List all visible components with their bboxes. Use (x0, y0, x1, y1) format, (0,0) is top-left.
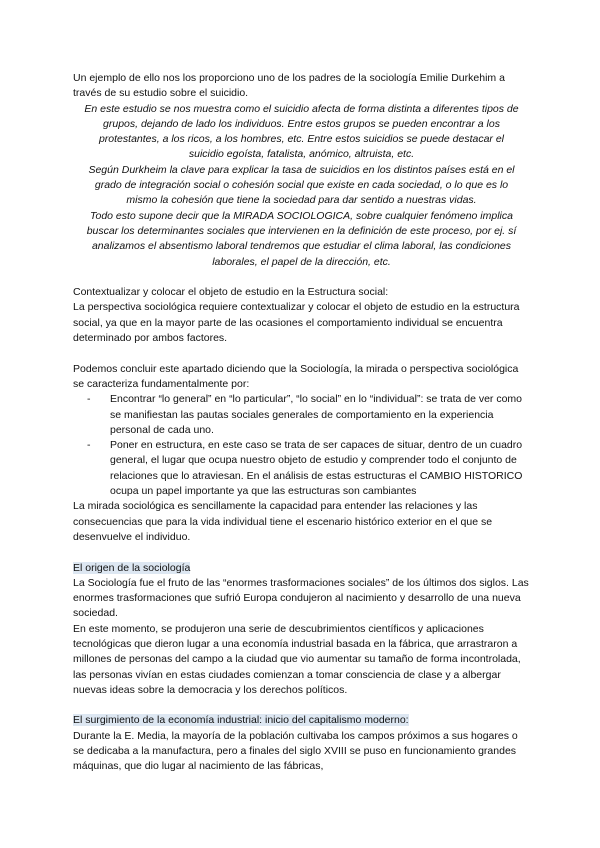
industrial-paragraph: Durante la E. Media, la mayoría de la población cultivaba los campos próximos a sus hogares o se dedicaba a la manufactura, pero a finales del siglo XVIII se puso en funcionamiento grandes máquinas, que dio lugar al nacimiento de las fábricas, (73, 729, 518, 773)
context-title: Contextualizar y colocar el objeto de estudio en la Estructura social: (73, 286, 389, 299)
conclusion-intro: Podemos concluir este apartado diciendo que la Sociología, la mirada o perspectiva sociológica se caracteriza fundamentalmente por: (73, 362, 519, 390)
durkheim-quote (73, 102, 530, 270)
origin-heading: El origen de la sociología (73, 561, 191, 574)
characteristics-list (73, 392, 530, 499)
quote-paragraph: En este estudio se nos muestra como el suicidio afecta de forma distinta a diferentes tipos de grupos, dejando de lado los individuos. Entre estos grupos se pueden encontrar a los protestantes, a los ricos, a los hombres, etc. Entre estos suicidios se puede destacar el suicidio egoísta, fatalista, anómico, altruista, etc. (84, 102, 519, 161)
industrial-heading: El surgimiento de la economía industrial: inicio del capitalismo moderno: (73, 714, 409, 727)
intro-paragraph: Un ejemplo de ello nos los proporciono uno de los padres de la sociología Emilie Durkehim a través de su estudio sobre el suicidio. (73, 72, 505, 100)
origin-paragraph-2: En este momento, se produjeron una serie de descubrimientos científicos y aplicaciones tecnológicas que dieron lugar a una economía industrial basada en la fábrica, que arrastraron a millones de personas del campo a la ciudad que vio aumentar su tamaño de forma incontrolada, las personas vivían en estas ciudades comienzan a tomar consciencia de clase y a albergar nuevas ideas sobre la democracia y los derechos políticos. (73, 622, 521, 696)
context-paragraph: La perspectiva sociológica requiere contextualizar y colocar el objeto de estudio en la estructura social, ya que en la mayor parte de las ocasiones el comportamiento individual se encuentra determinado por ambos factores. (73, 301, 520, 345)
quote-paragraph: Según Durkheim la clave para explicar la tasa de suicidios en los distintos países está en el grado de integración social o cohesión social que existe en cada sociedad, o lo que es lo mismo la cohesión que tiene la sociedad para dar sentido a nuestras vidas. (88, 163, 515, 207)
list-item: - Poner en estructura, en este caso se trata de ser capaces de situar, dentro de un cuadro general, el lugar que ocupa nuestro objeto de estudio y comprender todo el conjunto de relaciones que lo atraviesan. En el análisis de estas estructuras el CAMBIO HISTORICO ocupa un papel importante ya que las estructuras son cambiantes (103, 438, 530, 499)
origin-paragraph-1: La Sociología fue el fruto de las “enormes trasformaciones sociales” de los últimos dos siglos. Las enormes trasformaciones que sufrió Europa condujeron al nacimiento y desarrollo de una nueva sociedad. (73, 576, 529, 620)
list-item: - Encontrar “lo general” en “lo particular”, “lo social” en lo “individual”: se trata de ver como se manifiestan las pautas sociales generales de comportamiento en la experiencia personal de cada uno. (103, 392, 530, 438)
conclusion-paragraph: La mirada sociológica es sencillamente la capacidad para entender las relaciones y las consecuencias que para la vida individual tiene el escenario histórico exterior en el que se desenvuelve el individuo. (73, 500, 493, 543)
quote-paragraph: Todo esto supone decir que la MIRADA SOCIOLOGICA, sobre cualquier fenómeno implica buscar los determinantes sociales que intervienen en la definición de este proceso, por ej. sí analizamos el absentismo laboral tendremos que estudiar el clima laboral, las condiciones laborales, el papel de la dirección, etc. (86, 209, 517, 268)
